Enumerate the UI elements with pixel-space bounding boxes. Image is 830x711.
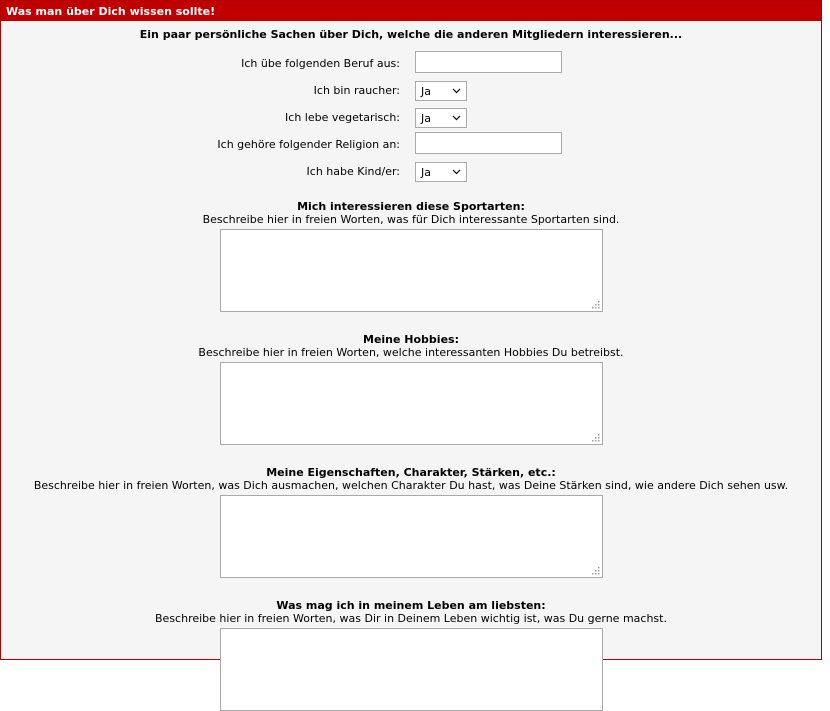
raucher-label: Ich bin raucher:: [313, 84, 400, 97]
sport-textarea[interactable]: [220, 229, 603, 312]
panel-subtitle: Ein paar persönliche Sachen über Dich, welche die anderen Mitgliedern interessieren...: [139, 28, 683, 41]
kinder-row: [1, 157, 821, 184]
leben-description: Beschreibe hier in freien Worten, was Dir in Deinem Leben wichtig ist, was Du gerne machst.: [155, 612, 667, 625]
vegetarisch-select-value: Ja: [421, 112, 431, 125]
beruf-input[interactable]: [415, 51, 562, 73]
beruf-row: [1, 49, 821, 76]
eigenschaften-textarea[interactable]: [220, 495, 603, 578]
eigenschaften-description: Beschreibe hier in freien Worten, was Dich ausmachen, welchen Charakter Du hast, was Deine Stärken sind, wie andere Dich sehen usw.: [33, 479, 789, 492]
kinder-select[interactable]: [415, 162, 467, 182]
vegetarisch-label: Ich lebe vegetarisch:: [285, 111, 400, 124]
hobbies-section: [1, 333, 821, 445]
hobbies-textarea[interactable]: [220, 362, 603, 445]
chevron-down-icon: [452, 115, 461, 121]
religion-row: [1, 130, 821, 157]
sport-title: Mich interessieren diese Sportarten:: [297, 200, 525, 213]
hobbies-description: Beschreibe hier in freien Worten, welche interessanten Hobbies Du betreibst.: [198, 346, 624, 359]
eigenschaften-section: [1, 466, 821, 578]
vegetarisch-select[interactable]: [415, 108, 467, 128]
leben-textarea[interactable]: [220, 628, 603, 711]
kinder-label: Ich habe Kind/er:: [306, 165, 400, 178]
vegetarisch-row: [1, 103, 821, 130]
leben-section: [1, 599, 821, 711]
raucher-select[interactable]: [415, 81, 467, 101]
resize-grip-icon[interactable]: [592, 567, 600, 575]
kinder-select-value: Ja: [421, 166, 431, 179]
resize-grip-icon[interactable]: [592, 434, 600, 442]
chevron-down-icon: [452, 88, 461, 94]
sport-description: Beschreibe hier in freien Worten, was für Dich interessante Sportarten sind.: [202, 213, 620, 226]
resize-grip-icon[interactable]: [592, 301, 600, 309]
raucher-row: [1, 76, 821, 103]
religion-label: Ich gehöre folgender Religion an:: [217, 138, 400, 151]
raucher-select-value: Ja: [421, 85, 431, 98]
leben-title: Was mag ich in meinem Leben am liebsten:: [276, 599, 546, 612]
chevron-down-icon: [452, 169, 461, 175]
eigenschaften-title: Meine Eigenschaften, Charakter, Stärken, etc.:: [266, 466, 556, 479]
sport-section: [1, 200, 821, 312]
religion-input[interactable]: [415, 132, 562, 154]
beruf-label: Ich übe folgenden Beruf aus:: [241, 57, 400, 70]
panel-title: Was man über Dich wissen sollte!: [1, 1, 821, 21]
hobbies-title: Meine Hobbies:: [363, 333, 459, 346]
